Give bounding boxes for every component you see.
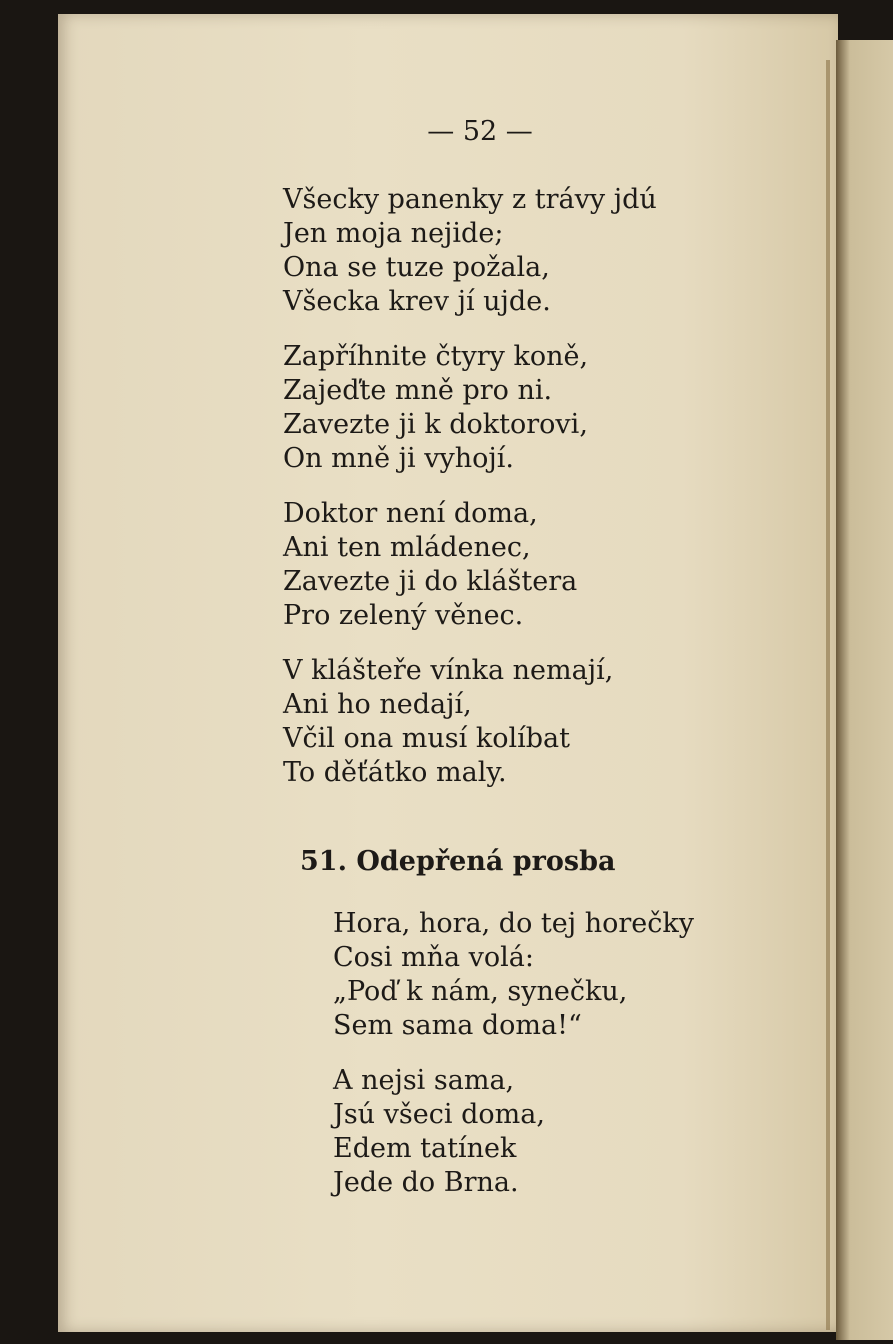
poem-number: 51. [300,846,347,877]
poem-2 [333,907,694,1221]
verse-line: Včil ona musí kolíbat [283,723,570,754]
poem-2-heading [300,846,615,877]
verse-line: Pro zelený věnec. [283,600,524,631]
stanza [333,907,694,1043]
verse-line: Všecky panenky z trávy jdú [283,184,657,215]
verse-line: Zavezte ji k doktorovi, [283,409,588,440]
verse-line: Zapříhnite čtyry koně, [283,341,589,372]
verse-line: „Poď k nám, synečku, [333,976,628,1007]
verse-line: Všecka krev jí ujde. [283,286,551,317]
page-edge [826,60,830,1330]
verse-line: Edem tatínek [333,1133,517,1164]
verse-line: Jede do Brna. [333,1167,519,1198]
verse-line: Cosi mňa volá: [333,942,534,973]
poem-title: Odepřená prosba [356,846,616,877]
verse-line: V klášteře vínka nemají, [283,655,614,686]
page-number: — 52 — [427,116,533,147]
verse-line: Zajeďte mně pro ni. [283,375,553,406]
verse-line: Ona se tuze požala, [283,252,550,283]
verse-line: Doktor není doma, [283,498,538,529]
stanza [283,654,657,790]
verse-line: Jen moja nejide; [283,218,504,249]
stanza [283,340,657,476]
stanza [333,1064,694,1200]
verse-line: Ani ho nedají, [283,689,472,720]
next-page-edge [836,40,893,1340]
verse-line: Zavezte ji do kláštera [283,566,578,597]
poem-1 [283,183,657,811]
verse-line: On mně ji vyhojí. [283,443,514,474]
stanza [283,183,657,319]
verse-line: A nejsi sama, [333,1065,515,1096]
verse-line: Ani ten mládenec, [283,532,531,563]
verse-line: Sem sama doma!“ [333,1010,582,1041]
verse-line: Hora, hora, do tej horečky [333,908,694,939]
stanza [283,497,657,633]
verse-line: Jsú všeci doma, [333,1099,545,1130]
verse-line: To děťátko maly. [283,757,507,788]
